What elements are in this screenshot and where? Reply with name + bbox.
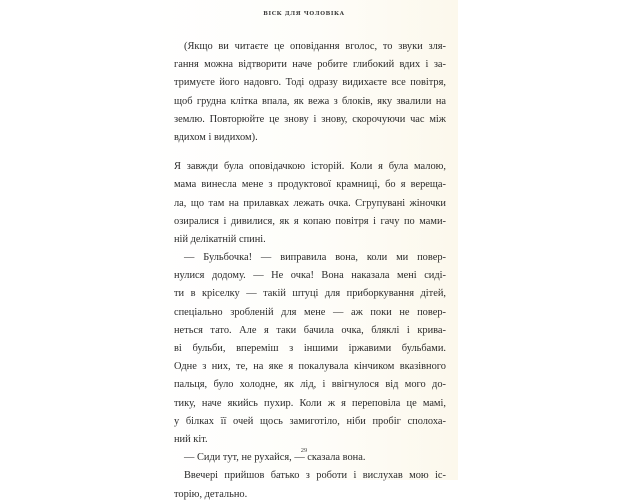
text-line: ла, що там на прилавках лежать очка. Сгрупувані жіночки [174, 197, 446, 209]
paragraph [174, 467, 446, 503]
text-line: (Якщо ви читаєте це оповідання вголос, то звуки зля- [184, 41, 446, 52]
text-line: озиралися і дивилися, як я копаю повітря і гачу по мами- [174, 215, 446, 227]
text-line: пальця, було холодне, як лід, і ввігнулося від мого до- [174, 379, 446, 391]
text-line: неться тато. Але я таки бачила очка, бляклі і крива- [174, 324, 446, 336]
text-line: — Сиди тут, не рухайся, — сказала вона. [184, 452, 366, 464]
text-line: гання можна відтворити наче робите глибокий вдих і за- [174, 59, 446, 71]
text-line: Ввечері прийшов батько з роботи і вислухав мою іс- [184, 470, 446, 482]
text-line: ти в кріселку — такій штуці для приборкування дітей, [174, 288, 446, 300]
text-line: тримуєте його надовго. Тоді одразу видихаєте все повітря, [174, 77, 446, 89]
text-line: ний кіт. [174, 433, 208, 445]
text-line: землю. Повторюйте це знову і знову, скорочуючи час між [174, 113, 446, 125]
page-number: 29 [300, 447, 308, 454]
text-line: — Бульбочка! — виправила вона, коли ми повер- [184, 252, 446, 264]
text-line: мама винесла мене з продуктової крамниці, бо я вереща- [174, 179, 446, 191]
text-line: Я завжди була оповідачкою історій. Коли я була малою, [174, 161, 446, 173]
body-text [174, 38, 446, 504]
book-page [150, 0, 458, 500]
running-head: ВІСК ДЛЯ ЧОЛОВІКА [263, 11, 345, 17]
text-line: нулися додому. — Не очка! Вона наказала мені сиді- [174, 270, 446, 282]
paragraph [174, 38, 446, 147]
text-line: у білках її очей щось замиготіло, ніби пробіг сполоха- [174, 415, 446, 427]
text-line: спеціально зробленій для мене — аж поки не повер- [174, 306, 446, 318]
paragraph [174, 249, 446, 449]
text-line: вдихом і видихом). [174, 131, 258, 143]
text-line: ній делікатній спині. [174, 233, 266, 245]
text-line: тику, наче якийсь пухир. Коли ж я переповіла це мамі, [174, 397, 446, 409]
text-line: ві бульби, впереміш з іншими іржавими бульбами. [174, 343, 446, 354]
text-line: Одне з них, те, на яке я покалувала кінчиком вказівного [174, 361, 446, 373]
section-break [174, 147, 446, 158]
paragraph [174, 158, 446, 249]
text-line: щоб грудна клітка впала, як вежа з блоків, яку звалили на [174, 95, 446, 107]
text-line: торію, детально. [174, 488, 248, 500]
